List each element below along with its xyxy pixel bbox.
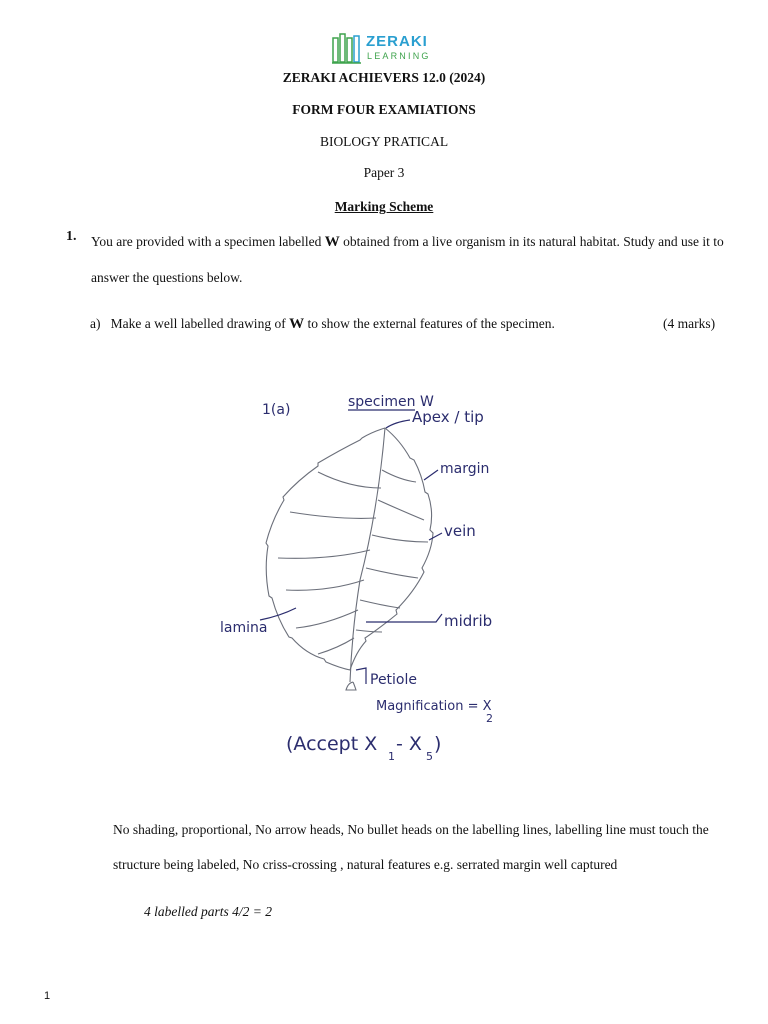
question-part-a: a) Make a well labelled drawing of W to show the external features of the specimen. xyxy=(90,316,555,332)
drawing-title: specimen W xyxy=(348,394,434,410)
label-apex: Apex / tip xyxy=(412,408,484,426)
leaf-outline xyxy=(266,428,433,670)
accept-mid: - X xyxy=(396,733,422,755)
score-line: 4 labelled parts 4/2 = 2 xyxy=(144,904,272,919)
zeraki-logo xyxy=(332,32,442,64)
specimen-letter: W xyxy=(324,234,340,250)
drawing-ref: 1(a) xyxy=(262,402,291,418)
logo-brand-text: ZERAKI xyxy=(366,33,428,50)
label-vein: vein xyxy=(444,522,476,540)
accept-sub-2: 5 xyxy=(426,750,433,763)
part-a-label: a) xyxy=(90,316,101,331)
marking-notes: No shading, proportional, No arrow heads, No bullet heads on the labelling lines, labelling line must touch the structure being labeled, No criss-crossing , natural features e.g. serrated margin well captured xyxy=(113,822,709,872)
accept-prefix: (Accept X xyxy=(286,733,378,755)
label-margin: margin xyxy=(440,461,490,477)
magnification-value: 2 xyxy=(486,712,493,725)
question-text: You are provided with a specimen labelled W obtained from a live organism in its natural habitat. Study and use it to answer the questions below. xyxy=(91,234,724,285)
label-lamina: lamina xyxy=(220,620,268,636)
part-a-marks: (4 marks) xyxy=(663,316,716,331)
exam-subject: BIOLOGY PRATICAL xyxy=(319,134,449,149)
page-number: 1 xyxy=(44,990,51,1002)
magnification-text: Magnification = X xyxy=(376,699,492,714)
books-logo-icon xyxy=(332,32,362,64)
midrib-line xyxy=(350,428,385,682)
leaf-drawing xyxy=(200,370,510,775)
label-midrib: midrib xyxy=(444,612,493,630)
logo-sub-text: LEARNING xyxy=(367,51,431,61)
label-petiole: Petiole xyxy=(370,672,418,688)
question-number: 1. xyxy=(66,229,77,244)
exam-paper: Paper 3 xyxy=(363,165,405,180)
accept-sub-1: 1 xyxy=(388,750,395,763)
marking-scheme-heading: Marking Scheme xyxy=(334,199,434,214)
accept-suffix: ) xyxy=(434,733,442,755)
exam-title: ZERAKI ACHIEVERS 12.0 (2024) xyxy=(282,70,486,85)
exam-level: FORM FOUR EXAMIATIONS xyxy=(292,102,476,117)
